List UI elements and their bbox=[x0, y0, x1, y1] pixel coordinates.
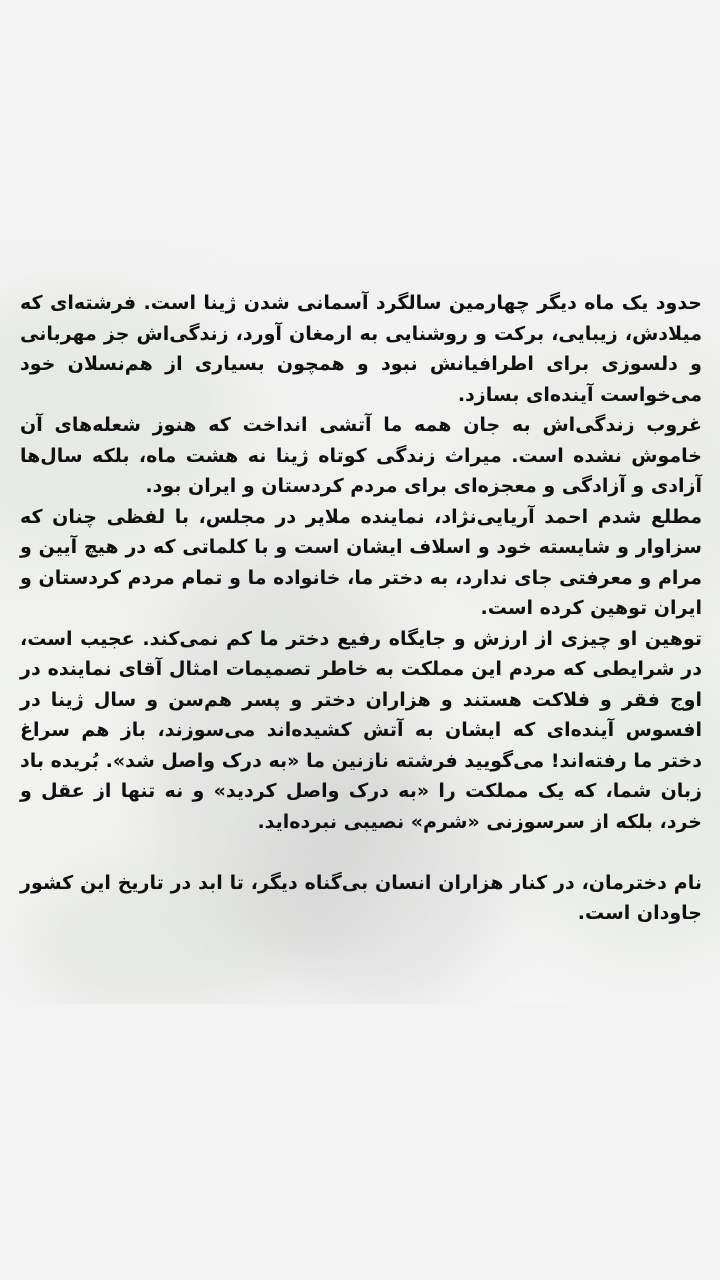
paragraph-legacy: غروب زندگی‌اش به جان همه ما آتشی انداخت که هنوز شعله‌های آن خاموش نشده است. میراث زندگی کوتاه ژینا نه هشت ماه، بلکه سال‌ها آزادی و آزادگی و معجزه‌ای برای مردم کردستان و ایران بود. bbox=[20, 414, 702, 497]
paragraph-anniversary: حدود یک ماه دیگر چهارمین سالگرد آسمانی شدن ژینا است. فرشته‌ای که میلادش، زیبایی، برکت و روشنایی به ارمغان آورد، زندگی‌اش جز مهربانی و دلسوزی برای اطرافیانش نبود و همچون بسیاری از هم‌نسلان خود می‌خواست آینده‌ای بسازد. bbox=[20, 292, 702, 406]
paragraph-closing: نام دخترمان، در کنار هزاران انسان بی‌گناه دیگر، تا ابد در تاریخ این کشور جاودان است. bbox=[20, 871, 702, 924]
paragraph-response: توهین او چیزی از ارزش و جایگاه رفیع دختر ما کم نمی‌کند. عجیب است، در شرایطی که مردم این مملکت به خاطر تصمیمات امثال آقای نماینده در اوج فقر و فلاکت هستند و هزاران دختر و پسر هم‌سن و سال ژینا در افسوس آینده‌ای که ایشان به آتش کشیده‌اند می‌سوزند، باز هم سراغ دختر ما رفته‌اند! می‌گویید فرشته نازنین ما «به درک واصل شد». بُریده باد زبان شما، که یک مملکت را «به درک واصل کردید» و نه تنها از عقل و خرد، بلکه از سرسوزنی «شرم» نصیبی نبرده‌اید. bbox=[20, 627, 702, 833]
statement-text-block bbox=[20, 288, 702, 929]
paragraph-insult-report: مطلع شدم احمد آریایی‌نژاد، نماینده ملایر در مجلس، با لفظی چنان که سزاوار و شایسته خود و اسلاف ایشان است و با کلماتی که در هیچ آیین و مرام و معرفتی جای ندارد، به دختر ما، خانواده ما و تمام مردم کردستان و ایران توهین کرده است. bbox=[20, 505, 702, 619]
